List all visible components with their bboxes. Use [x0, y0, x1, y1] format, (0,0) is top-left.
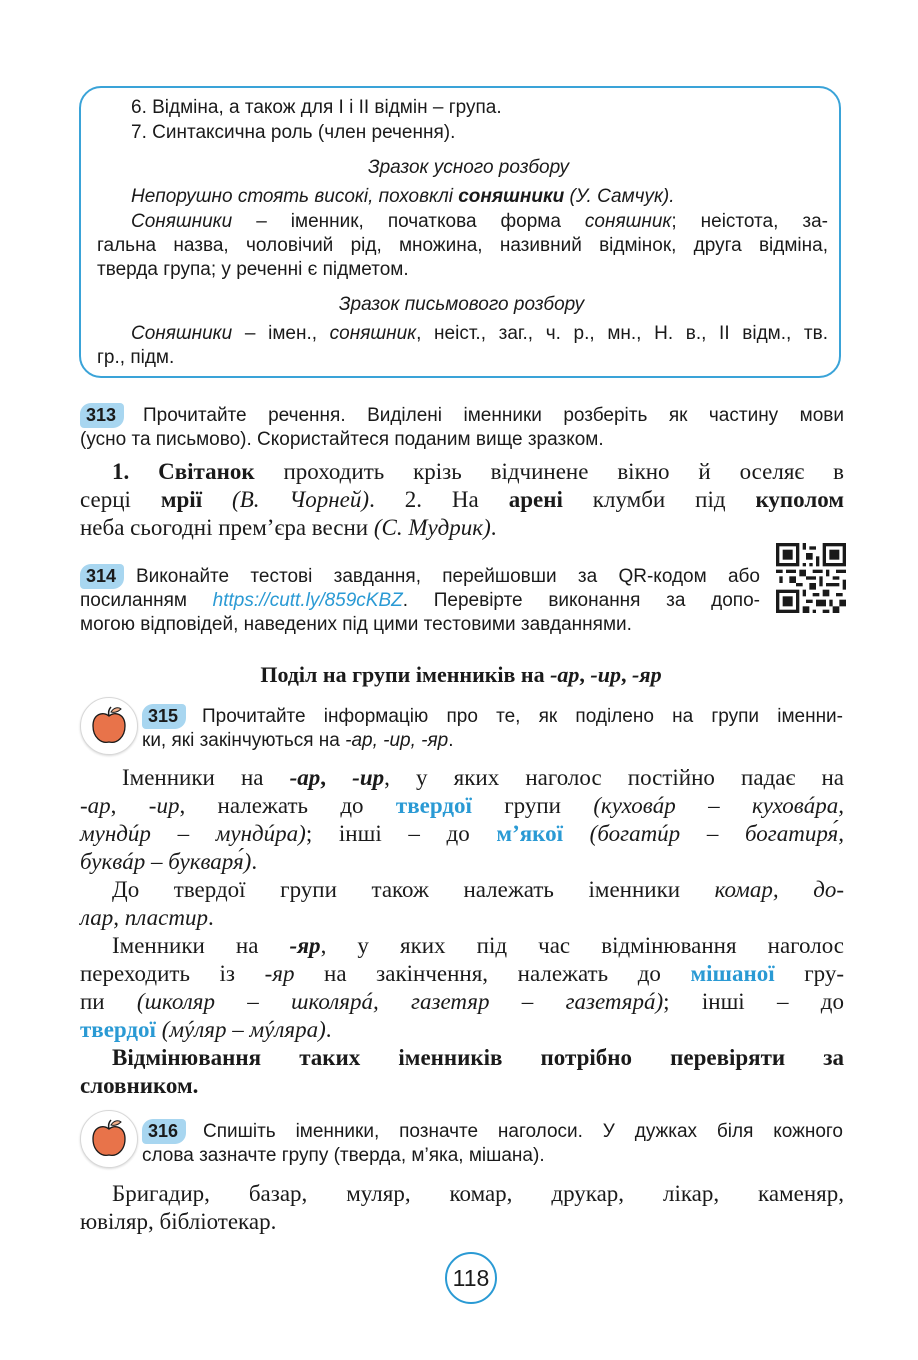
written-analysis-title: Зразок письмового розбору [338, 294, 585, 315]
test-link[interactable]: https://cutt.ly/859cKBZ [212, 590, 403, 611]
exercise-313-text-3: неба сьогодні прем’єра весни (С. Мудрик). [80, 515, 497, 540]
page-number: 118 [445, 1252, 497, 1304]
exercise-313-text-1: 1. Світанок проходить крізь відчинене вікно й оселяє в [112, 459, 844, 484]
exercise-315-task-1: Прочитайте інформацію про те, як поділено на групи іменни- [202, 706, 843, 727]
exercise-316-text-1: Бригадир, базар, муляр, комар, друкар, лікар, каменяр, [112, 1181, 844, 1206]
rule-p2-line-2: лар, пластир. [80, 905, 214, 930]
rule-p1-line-1: Іменники на -ар, -ир, у яких наголос постійно падає на [122, 765, 844, 790]
rule-p4-line-2: словником. [80, 1073, 199, 1098]
exercise-313-task-2: (усно та письмово). Скористайтеся поданим вище зразком. [80, 429, 604, 450]
exercise-313-text-2: серці мрії (В. Чорней). 2. На арені клумби під куполом [80, 487, 844, 512]
rule-p3-line-1: Іменники на -яр, у яких під час відмінювання наголос [112, 933, 844, 958]
written-line-2: гр., підм. [97, 347, 175, 368]
exercise-313-badge: 313 [80, 403, 124, 428]
written-line-1: Соняшники – імен., соняшник, неіст., заг., ч. р., мн., Н. в., ІІ відм., тв. [131, 323, 829, 344]
rule-p1-line-3: мундúр – мундúра); інші – до м’якої (богатúр – богатиря́, [80, 821, 844, 846]
rule-p3-line-4: твердої (мýляр – мýляра). [80, 1017, 332, 1042]
rule-p1-line-4: буквáр – букваря́). [80, 849, 258, 874]
box-item-7: 7. Синтаксична роль (член речення). [131, 122, 456, 143]
rule-p4-line-1: Відмінювання таких іменників потрібно перевіряти за [112, 1045, 844, 1070]
exercise-314-task-2: посиланням https://cutt.ly/859cKBZ. Перевірте виконання за допо- [80, 590, 760, 611]
rule-p3-line-3: пи (школяр – школярá, газетяр – газетярá); інші – до [80, 989, 844, 1014]
oral-line-3: тверда група; у реченні є підметом. [97, 259, 409, 280]
exercise-316-badge: 316 [142, 1119, 186, 1144]
exercise-316-task-1: Спишіть іменники, позначте наголоси. У дужках біля кожного [203, 1121, 843, 1142]
section-title: Поділ на групи іменників на -ар, -ир, -яр [260, 662, 662, 687]
apple-icon [80, 697, 138, 755]
oral-analysis-title: Зразок усного розбору [367, 157, 570, 178]
box-item-6: 6. Відміна, а також для І і ІІ відмін – група. [131, 97, 502, 118]
rule-p2-line-1: До твердої групи також належать іменники комар, до- [112, 877, 844, 902]
exercise-315-badge: 315 [142, 704, 186, 729]
exercise-314-task-1: Виконайте тестові завдання, перейшовши за QR-кодом або [136, 566, 760, 587]
qr-code-icon[interactable] [776, 543, 846, 613]
rule-p1-line-2: -ар, -ир, належать до твердої групи (куховáр – куховáра, [80, 793, 845, 818]
exercise-316-task-2: слова зазначте групу (тверда, м’яка, мішана). [142, 1145, 545, 1166]
exercise-315-task-2: ки, які закінчуються на -ар, -ир, -яр. [142, 730, 454, 751]
exercise-316-text-2: ювіляр, бібліотекар. [80, 1209, 277, 1234]
oral-line-1: Соняшники – іменник, початкова форма соняшник; неістота, за- [131, 211, 828, 232]
apple-icon [80, 1110, 138, 1168]
example-sentence: Непорушно стоять високі, поховклі соняшники (У. Самчук). [131, 186, 675, 207]
exercise-313-task-1: Прочитайте речення. Виділені іменники розберіть як частину мови [143, 405, 844, 426]
oral-line-2: гальна назва, чоловічий рід, множина, називний відмінок, друга відміна, [97, 235, 828, 256]
exercise-314-badge: 314 [80, 564, 124, 589]
exercise-314-task-3: могою відповідей, наведених під цими тестовими завданнями. [80, 614, 632, 635]
rule-p3-line-2: переходить із -яр на закінчення, належать до мішаної гру- [80, 961, 845, 986]
